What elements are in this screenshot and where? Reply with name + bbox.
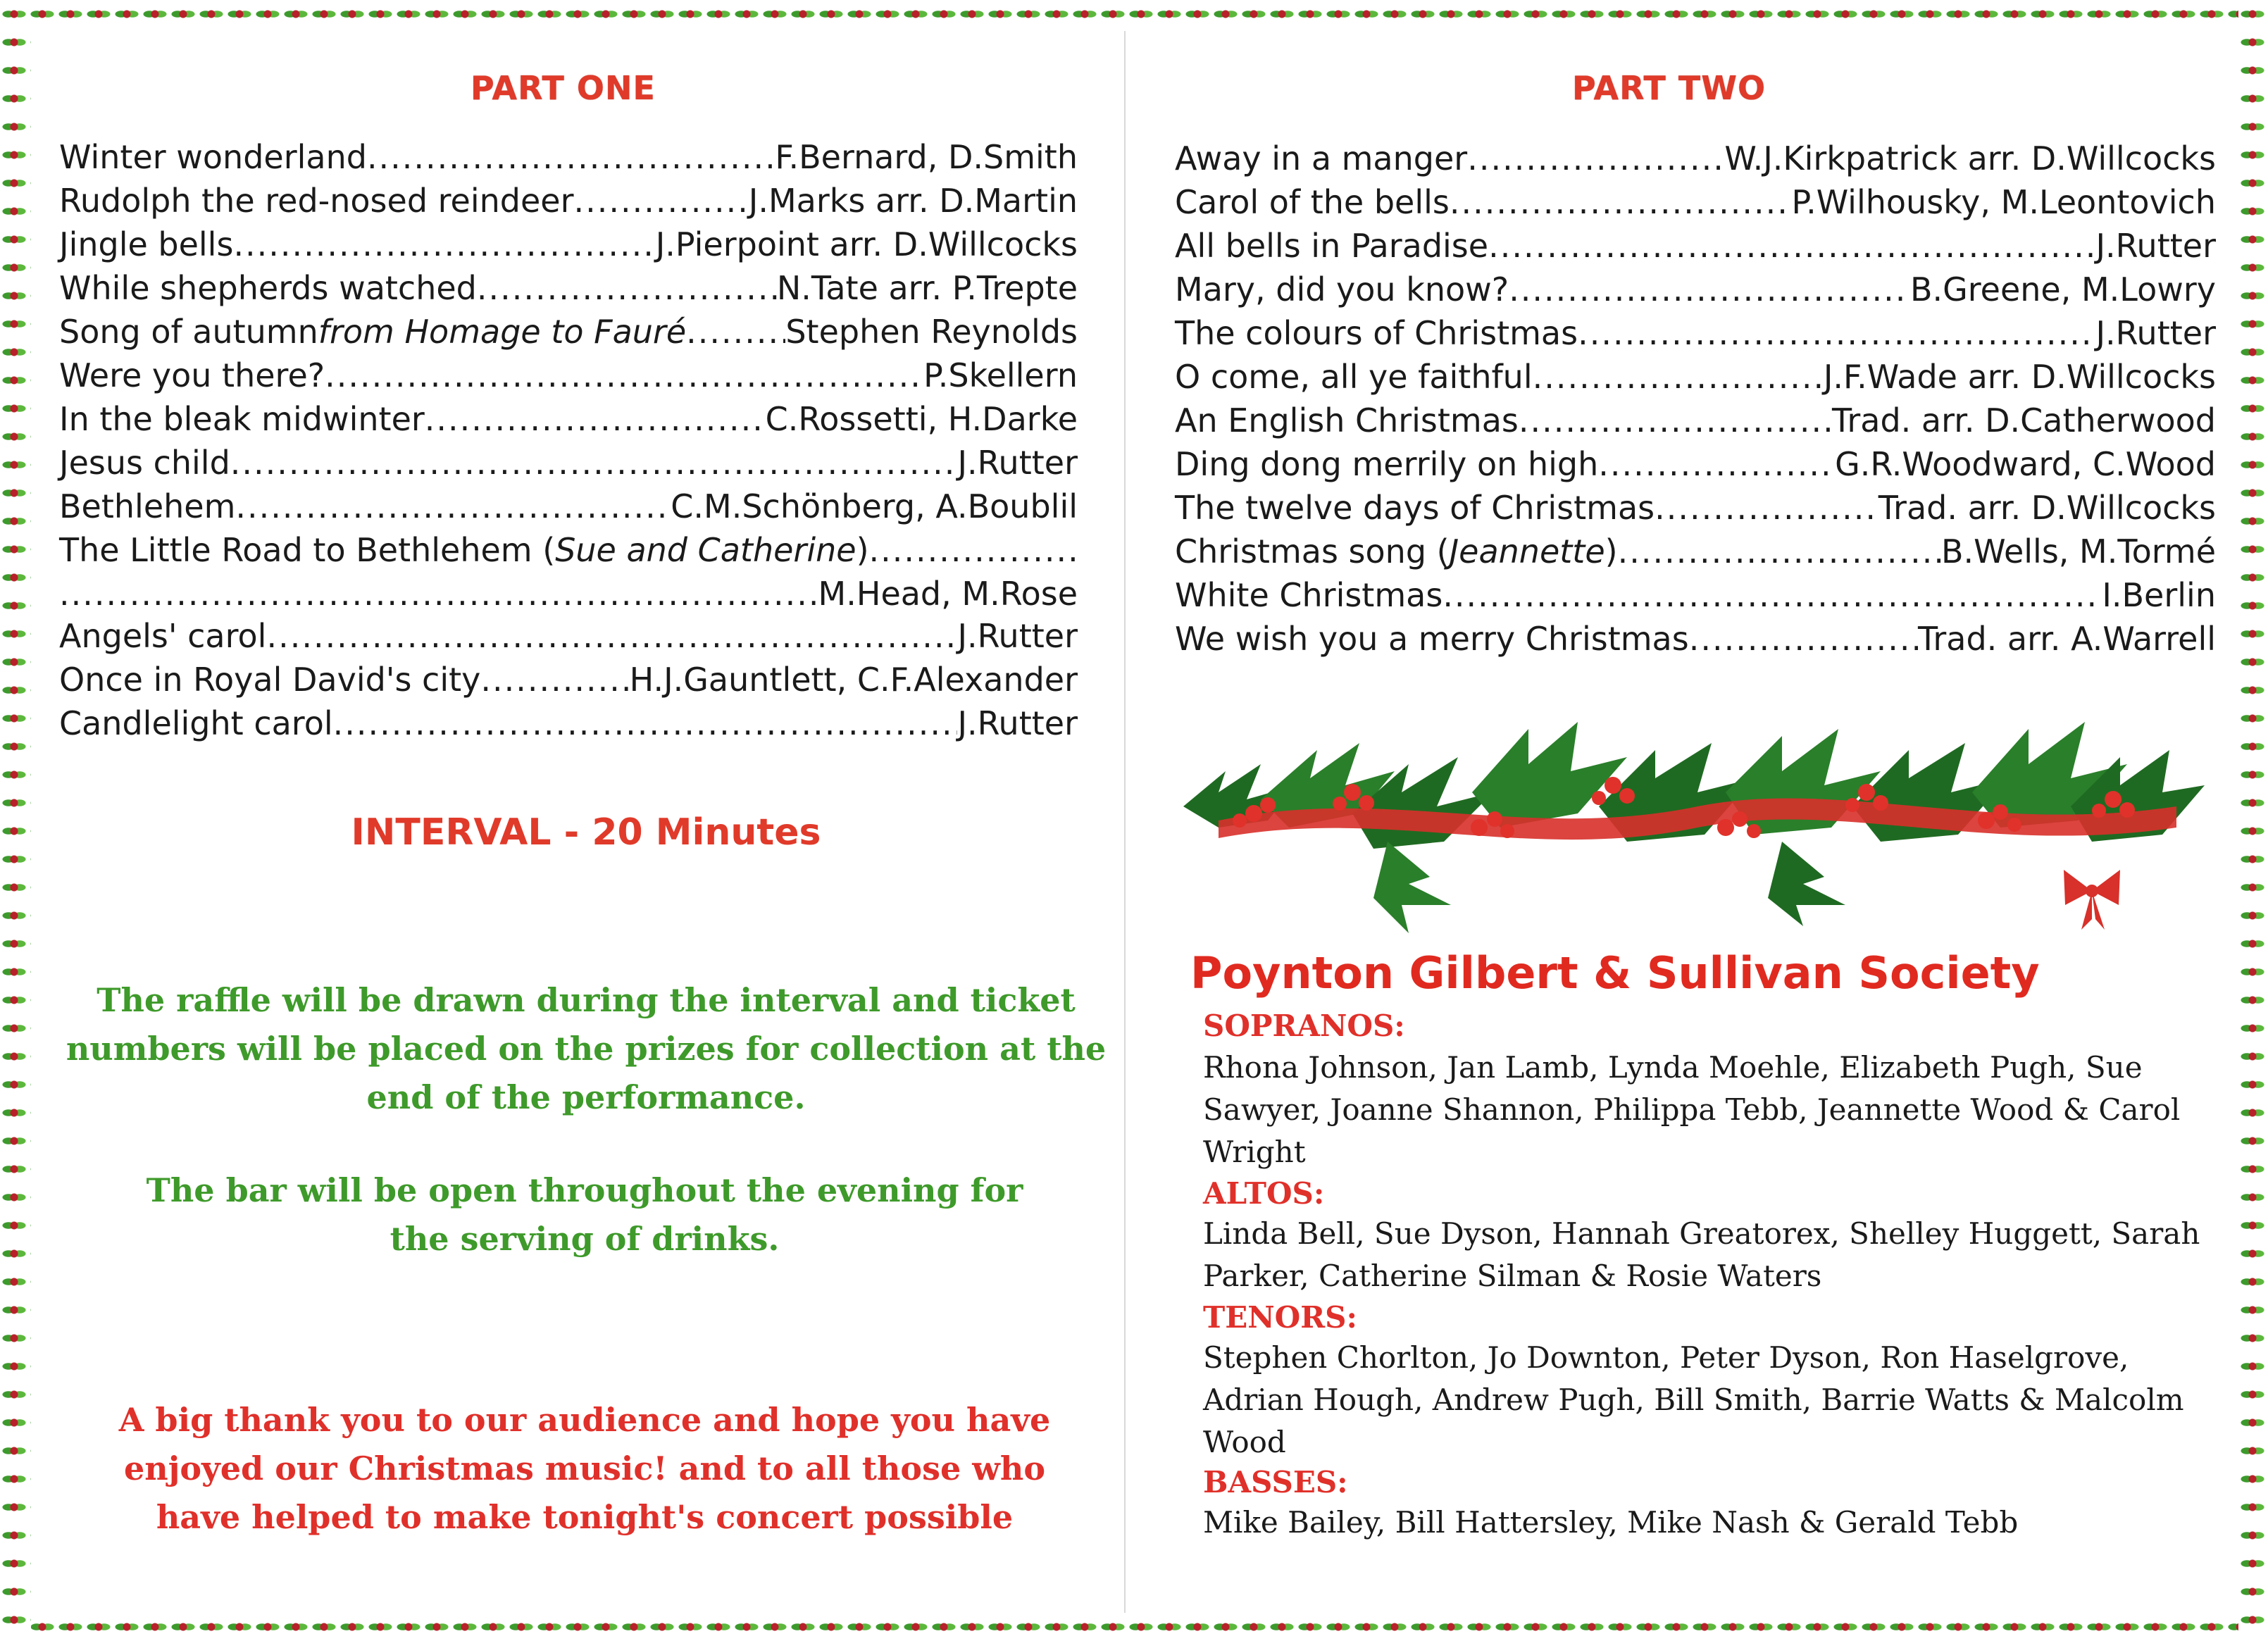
part-one-heading: PART ONE (471, 69, 656, 107)
altos-members: Linda Bell, Sue Dyson, Hannah Greatorex, Shelley Huggett, Sarah Parker, Catherine Silman & Rosie Waters (1203, 1216, 2200, 1293)
piece-title: Jingle bells (59, 225, 234, 263)
piece-composer: P.Wilhousky, M.Leontovich (1791, 183, 2216, 221)
piece-title: Ding dong merrily on high (1175, 445, 1599, 483)
piece-title: Winter wonderland (59, 138, 367, 176)
holly-garland-illustration (1176, 687, 2212, 933)
piece-composer: Trad. arr. A.Warrell (1918, 620, 2216, 658)
piece-composer: B.Greene, M.Lowry (1909, 270, 2216, 308)
programme-item (1175, 270, 2216, 314)
programme-item (1175, 445, 2216, 489)
piece-composer: B.Wells, M.Tormé (1941, 532, 2216, 570)
piece-composer: J.Rutter (957, 704, 1078, 742)
piece-title: Christmas song ( (1175, 532, 1450, 570)
piece-composer: C.M.Schönberg, A.Boublil (671, 487, 1078, 525)
piece-title: Rudolph the red-nosed reindeer (59, 182, 574, 220)
piece-title: O come, all ye faithful (1175, 358, 1533, 396)
programme-item (59, 617, 1078, 661)
piece-title: Away in a manger (1175, 139, 1468, 177)
programme-item (59, 313, 1078, 356)
piece-title-end: ) (856, 531, 869, 569)
bar-notice: The bar will be open throughout the evening for the serving of drinks. (146, 1171, 1023, 1258)
tenors-label: TENORS: (1203, 1300, 1357, 1335)
piece-title: Bethlehem (59, 487, 236, 525)
programme-item (1175, 183, 2216, 227)
programme-item (59, 356, 1078, 400)
programme-item (59, 487, 1078, 531)
piece-composer: W.J.Kirkpatrick arr. D.Willcocks (1724, 139, 2216, 177)
sopranos-label: SOPRANOS: (1203, 1009, 1405, 1043)
piece-title: White Christmas (1175, 576, 1443, 614)
programme-item (1175, 227, 2216, 270)
programme-item (59, 661, 1078, 704)
piece-composer: J.Marks arr. D.Martin (748, 182, 1078, 220)
programme-item (59, 269, 1078, 313)
programme-item (59, 704, 1078, 748)
piece-composer: J.Pierpoint arr. D.Willcocks (655, 225, 1078, 263)
programme-item (1175, 358, 2216, 401)
piece-composer: J.Rutter (2095, 227, 2216, 265)
piece-note: from Homage to Fauré (318, 313, 687, 351)
holly-border-right (2238, 0, 2268, 1641)
programme-item (1175, 576, 2216, 620)
piece-title: Were you there? (59, 356, 325, 394)
holly-border-left (0, 0, 31, 1641)
piece-title: While shepherds watched (59, 269, 477, 307)
page-fold (1124, 31, 1126, 1613)
programme-item (1175, 139, 2216, 183)
programme-item (59, 138, 1078, 182)
thank-you-notice: A big thank you to our audience and hope you have enjoyed our Christmas music! and to all those who have helped to make tonight's concert possible (118, 1401, 1051, 1536)
raffle-notice: The raffle will be drawn during the interval and ticket numbers will be placed on the prizes for collection at the end of the performance. (66, 981, 1107, 1116)
tenors-members: Stephen Chorlton, Jo Downton, Peter Dyson, Ron Haselgrove, Adrian Hough, Andrew Pugh, Bill Smith, Barrie Watts & Malcolm Wood (1203, 1340, 2184, 1459)
programme-item (59, 531, 1078, 575)
piece-title: Once in Royal David's city (59, 661, 481, 699)
basses-label: BASSES: (1203, 1465, 1348, 1499)
piece-title: The colours of Christmas (1175, 314, 1578, 352)
piece-note: Jeannette (1449, 532, 1605, 570)
piece-title: We wish you a merry Christmas (1175, 620, 1689, 658)
piece-title: The twelve days of Christmas (1175, 489, 1655, 527)
part-two-programme (1175, 139, 2216, 663)
piece-composer: G.R.Woodward, C.Wood (1835, 445, 2216, 483)
piece-composer: Trad. arr. D.Willcocks (1878, 489, 2216, 527)
piece-title: Carol of the bells (1175, 183, 1450, 221)
programme-item (59, 400, 1078, 444)
programme-item (1175, 489, 2216, 532)
piece-composer: H.J.Gauntlett, C.F.Alexander (629, 661, 1078, 699)
piece-title: Candlelight carol (59, 704, 333, 742)
piece-composer: Trad. arr. D.Catherwood (1832, 401, 2216, 439)
piece-composer: J.Rutter (2095, 314, 2216, 352)
programme-item (1175, 620, 2216, 663)
programme-item (1175, 532, 2216, 576)
programme-item (1175, 401, 2216, 445)
piece-composer: J.F.Wade arr. D.Willcocks (1823, 358, 2216, 396)
interval-heading: INTERVAL - 20 Minutes (351, 811, 821, 854)
piece-composer: F.Bernard, D.Smith (775, 138, 1078, 176)
piece-composer: Stephen Reynolds (785, 313, 1078, 351)
piece-title: Song of autumn (59, 313, 318, 351)
altos-label: ALTOS: (1203, 1176, 1325, 1211)
programme-item (59, 225, 1078, 269)
piece-composer: I.Berlin (2102, 576, 2216, 614)
piece-title: The Little Road to Bethlehem ( (59, 531, 556, 569)
programme-item (59, 575, 1078, 617)
piece-title-end: ) (1605, 532, 1618, 570)
part-one-programme (59, 138, 1078, 748)
piece-composer: J.Rutter (957, 444, 1078, 482)
piece-title: Angels' carol (59, 617, 267, 655)
ribbon-bow-icon (2064, 870, 2120, 930)
programme-item (59, 444, 1078, 487)
piece-title: In the bleak midwinter (59, 400, 425, 438)
piece-composer: C.Rossetti, H.Darke (765, 400, 1078, 438)
holly-border-bottom (0, 1613, 2268, 1641)
piece-note: Sue and Catherine (555, 531, 856, 569)
piece-title: All bells in Paradise (1175, 227, 1489, 265)
programme-item (59, 182, 1078, 225)
piece-composer: M.Head, M.Rose (818, 575, 1078, 613)
piece-composer: N.Tate arr. P.Trepte (776, 269, 1078, 307)
programme-item (1175, 314, 2216, 358)
part-two-heading: PART TWO (1572, 69, 1767, 107)
piece-composer: J.Rutter (957, 617, 1078, 655)
piece-composer: P.Skellern (923, 356, 1078, 394)
piece-title: An English Christmas (1175, 401, 1519, 439)
sopranos-members: Rhona Johnson, Jan Lamb, Lynda Moehle, Elizabeth Pugh, Sue Sawyer, Joanne Shannon, Philippa Tebb, Jeannette Wood & Carol Wright (1203, 1050, 2181, 1169)
piece-title: Jesus child (59, 444, 230, 482)
holly-border-top (0, 0, 2268, 31)
society-title: Poynton Gilbert & Sullivan Society (1190, 947, 2040, 999)
basses-members: Mike Bailey, Bill Hattersley, Mike Nash & Gerald Tebb (1203, 1505, 2019, 1540)
piece-title: Mary, did you know? (1175, 270, 1509, 308)
